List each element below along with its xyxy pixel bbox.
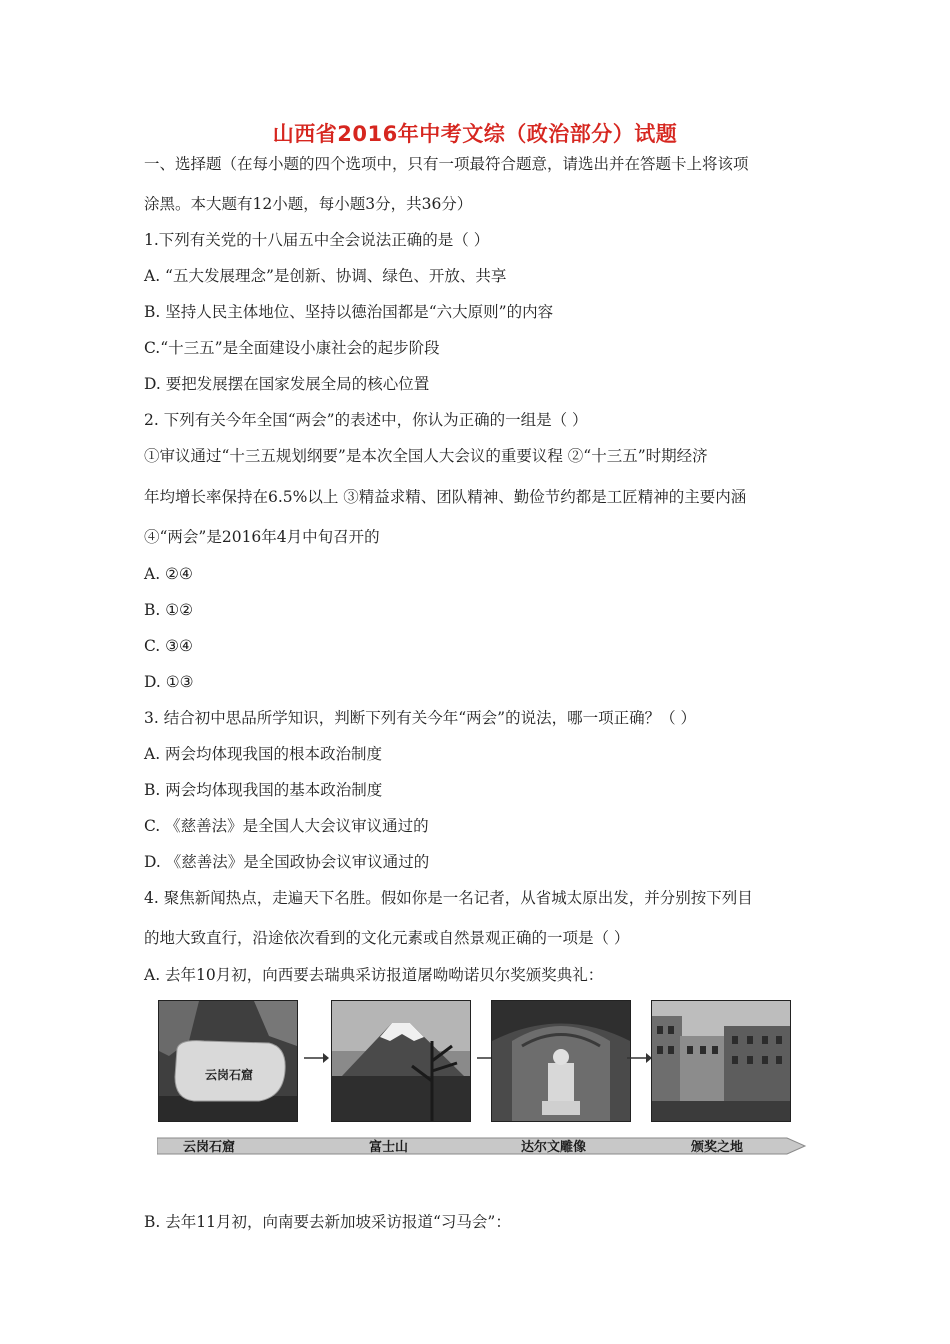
question-4-option-a: A. 去年10月初，向西要去瑞典采访报道屠呦呦诺贝尔奖颁奖典礼：	[144, 966, 604, 984]
question-4-option-b: B. 去年11月初，向南要去新加坡采访报道“习马会”：	[144, 1213, 511, 1231]
question-2-option-c: C. ③④	[144, 637, 193, 655]
page-title: 山西省2016年中考文综（政治部分）试题	[272, 122, 678, 146]
stone-inscription: 云岗石窟	[204, 1068, 254, 1082]
question-3-option-b: B. 两会均体现我国的基本政治制度	[144, 781, 383, 799]
question-3-stem: 3. 结合初中思品所学知识，判断下列有关今年“两会”的说法，哪一项正确？（ ）	[144, 709, 696, 727]
statue-photo	[491, 1000, 631, 1122]
caption-fuji: 富士山	[369, 1140, 409, 1155]
question-3-option-d: D. 《慈善法》是全国政协会议审议通过的	[144, 853, 430, 871]
question-2-stem: 2. 下列有关今年全国“两会”的表述中，你认为正确的一组是（ ）	[144, 411, 588, 429]
section-intro-line-2: 涂黑。本大题有12小题，每小题3分，共36分）	[144, 195, 473, 213]
question-1-option-b: B. 坚持人民主体地位、坚持以德治国都是“六大原则”的内容	[144, 303, 554, 321]
arrow-icon	[626, 1046, 652, 1070]
route-figure	[155, 994, 810, 1192]
question-1-stem: 1.下列有关党的十八届五中全会说法正确的是（ ）	[144, 231, 490, 249]
question-2-option-a: A. ②④	[144, 565, 193, 583]
caption-darwin-statue: 达尔文雕像	[521, 1140, 587, 1155]
question-3-option-a: A. 两会均体现我国的根本政治制度	[144, 745, 383, 763]
question-3-option-c: C. 《慈善法》是全国人大会议审议通过的	[144, 817, 429, 835]
question-1-option-c: C.“十三五”是全面建设小康社会的起步阶段	[144, 339, 440, 357]
question-2-option-d: D. ①③	[144, 673, 194, 691]
question-1-option-a: A. “五大发展理念”是创新、协调、绿色、开放、共享	[144, 267, 507, 285]
question-4-stem-line-1: 4. 聚焦新闻热点，走遍天下名胜。假如你是一名记者，从省城太原出发，并分别按下列目	[144, 889, 753, 907]
question-2-option-b: B. ①②	[144, 601, 194, 619]
question-2-statement-line-2: 年均增长率保持在6.5%以上 ③精益求精、团队精神、勤俭节约都是工匠精神的主要内涵	[144, 488, 747, 506]
question-2-statement-line-1: ①审议通过“十三五规划纲要”是本次全国人大会议的重要议程 ②“十三五”时期经济	[144, 447, 708, 465]
question-4-stem-line-2: 的地大致直行，沿途依次看到的文化元素或自然景观正确的一项是（ ）	[144, 929, 630, 947]
question-2-statement-line-3: ④“两会”是2016年4月中旬召开的	[144, 528, 380, 546]
city-photo	[651, 1000, 791, 1122]
caption-award-place: 颁奖之地	[691, 1140, 744, 1155]
stone-photo	[158, 1000, 298, 1122]
question-1-option-d: D. 要把发展摆在国家发展全局的核心位置	[144, 375, 430, 393]
caption-yungang: 云岗石窟	[183, 1140, 236, 1155]
section-intro-line-1: 一、选择题（在每小题的四个选项中，只有一项最符合题意，请选出并在答题卡上将该项	[144, 155, 749, 173]
arrow-icon	[303, 1046, 329, 1070]
mountain-photo	[331, 1000, 471, 1122]
